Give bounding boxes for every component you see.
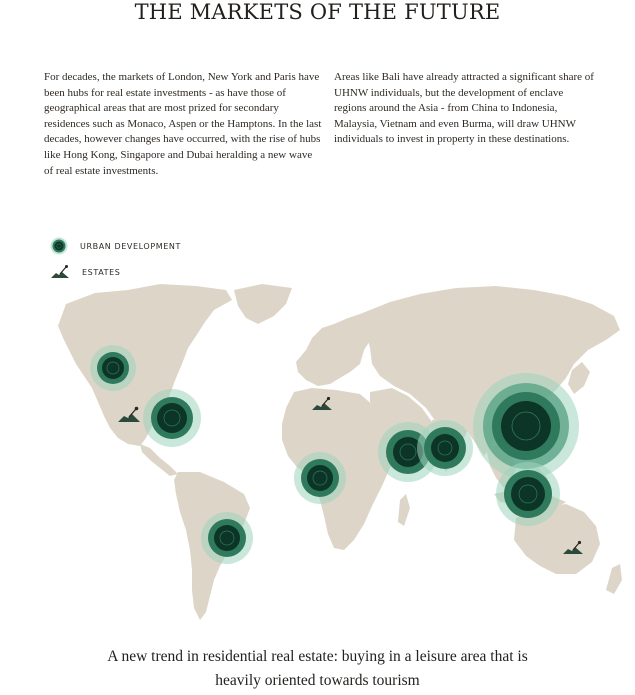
urban-hub-africa-west — [294, 452, 346, 504]
greenland — [234, 284, 292, 324]
footer-line-2: heavily oriented towards tourism — [215, 672, 420, 689]
intro-paragraph-right: Areas like Bali have already attracted a significant share of UHNW individuals, but the development of enclave regions around the Asia - from China to Indonesia, Malaysia, Vietnam and even Burma, will draw UHNW individuals to invest in property in these destinations. — [334, 71, 594, 146]
madagascar — [398, 494, 410, 526]
urban-development-icon — [50, 237, 68, 255]
urban-hub-north-america-west — [90, 345, 136, 391]
central-america — [140, 444, 178, 476]
footer-caption — [0, 645, 635, 693]
urban-hub-southeast-asia — [496, 462, 560, 526]
legend-urban-label: URBAN DEVELOPMENT — [80, 241, 181, 251]
urban-hub-north-america-east — [143, 389, 201, 447]
world-map — [0, 268, 635, 638]
legend-estates-label: ESTATES — [82, 267, 121, 277]
urban-hub-india — [417, 420, 473, 476]
urban-hub-south-america — [201, 512, 253, 564]
footer-line-1: A new trend in residential real estate: buying in a leisure area that is — [107, 648, 528, 665]
legend-urban-development — [50, 236, 181, 256]
page-title: THE MARKETS OF THE FUTURE — [134, 0, 501, 24]
intro-paragraph-left: For decades, the markets of London, New York and Paris have been hubs for real estate investments - as have those of geographical areas that are most prized for secondary residences such as Monaco, Aspen or the Hamptons. In the last decades, however changes have occurred, with the rise of hubs like Hong Kong, Singapore and Dubai heralding a new wave of real estate investments. — [44, 71, 322, 177]
new-zealand — [606, 564, 622, 594]
